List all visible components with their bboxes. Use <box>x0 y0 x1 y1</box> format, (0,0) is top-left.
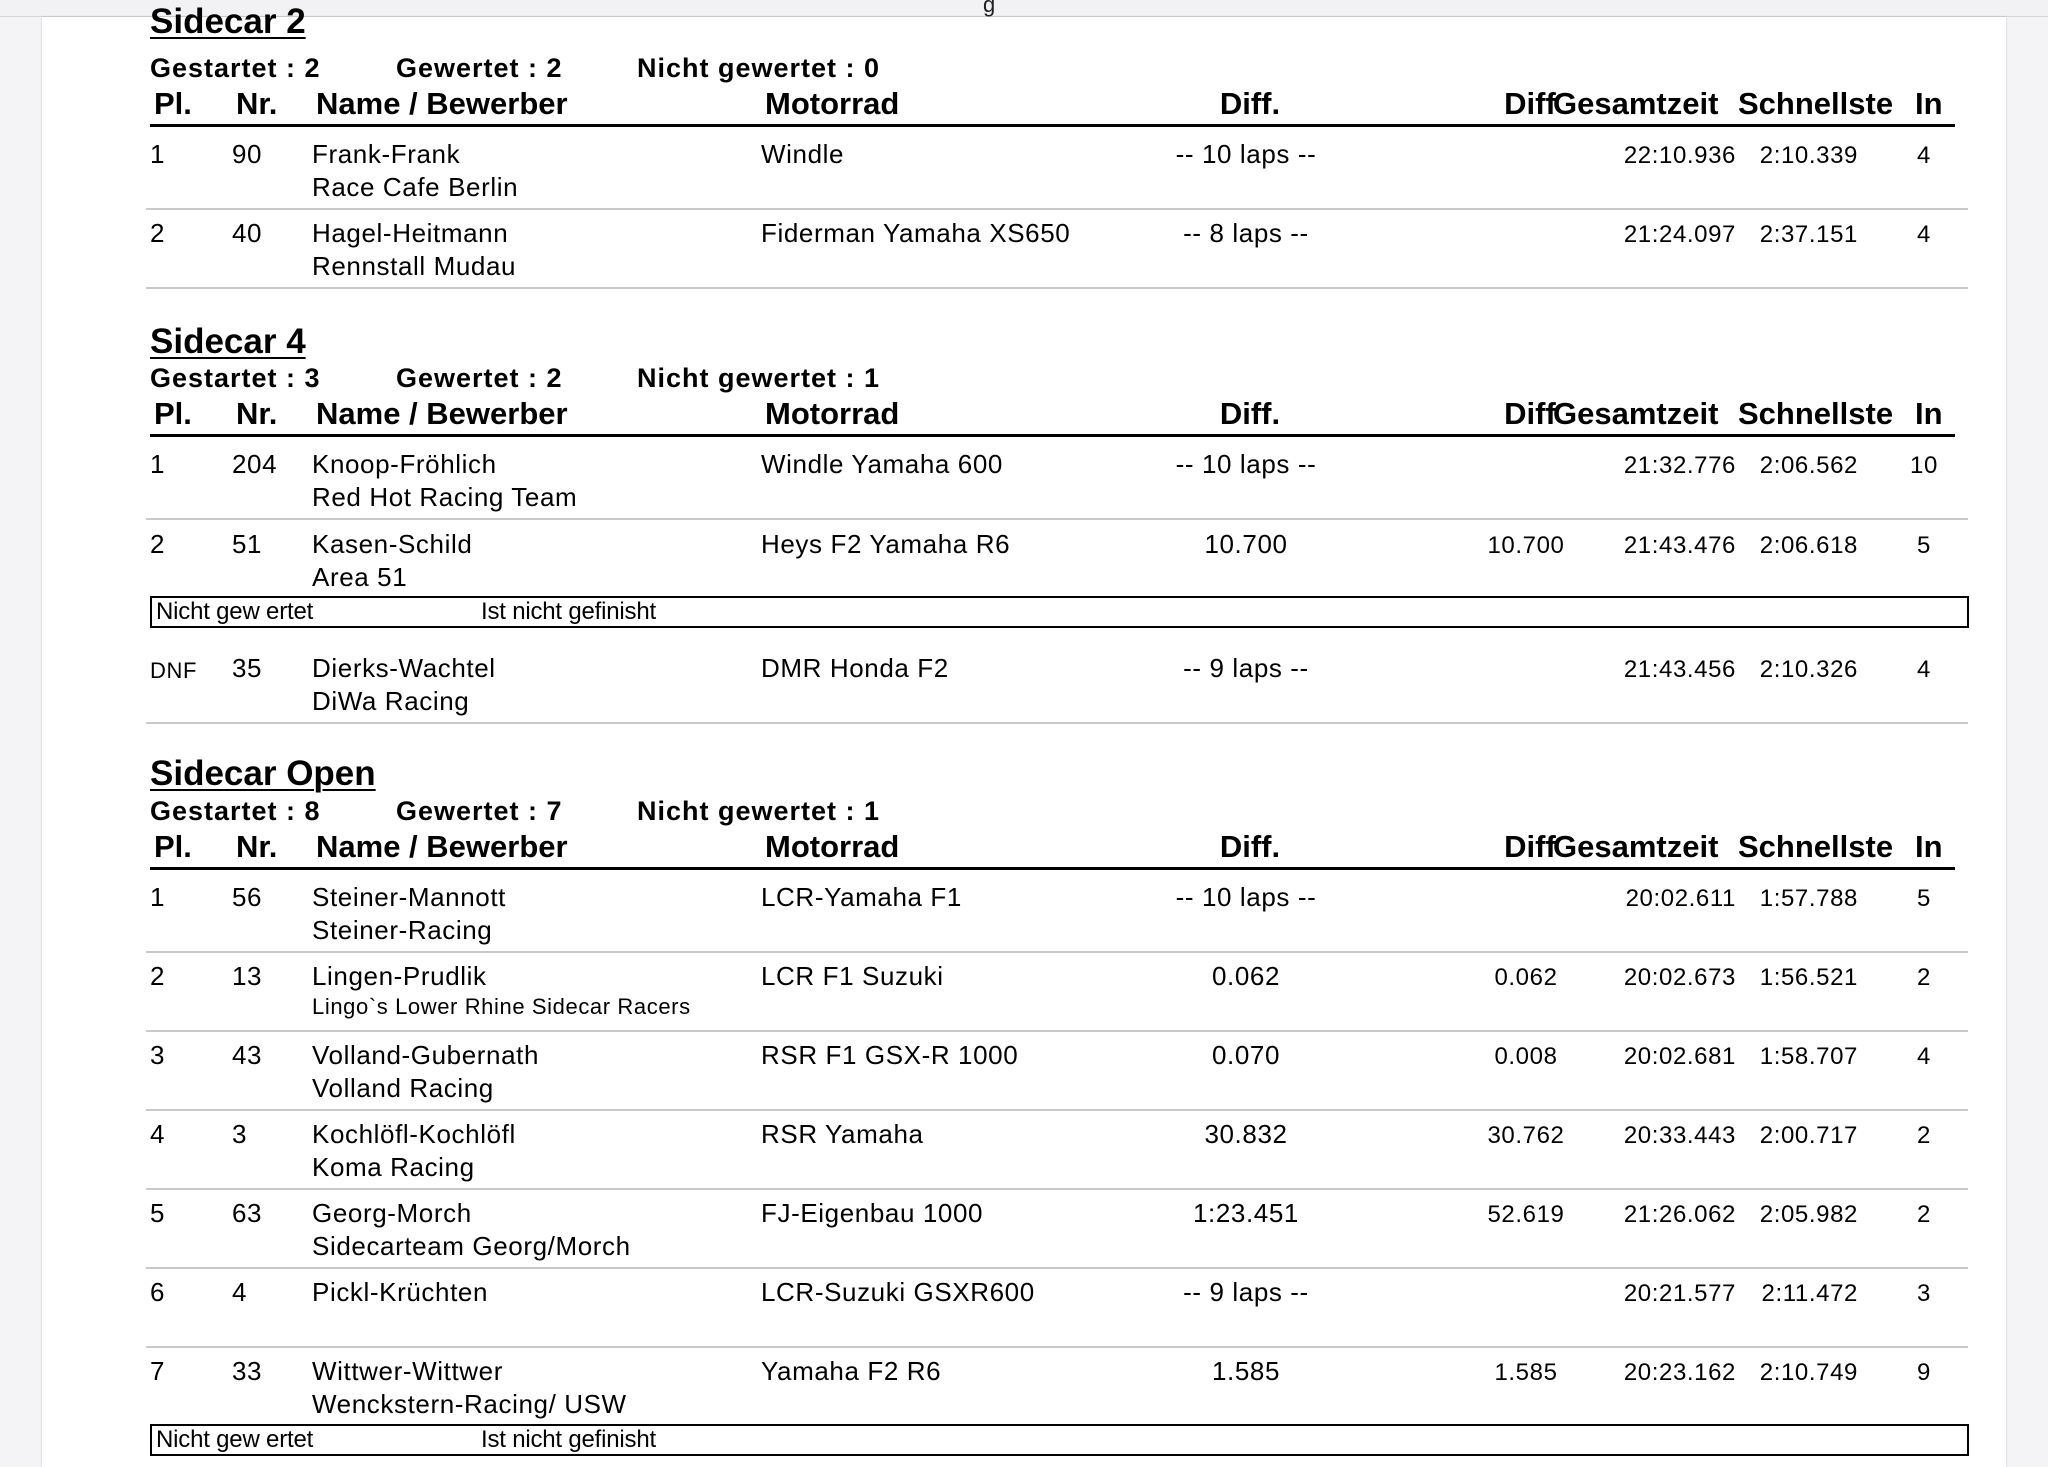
row-gesamtzeit: 21:32.776 <box>1623 452 1736 479</box>
row-motorrad: LCR-Suzuki GSXR600 <box>761 1277 1035 1307</box>
row-in: 4 <box>1917 221 1931 248</box>
row-diff-2: 0.008 <box>1494 1043 1558 1070</box>
row-in: 2 <box>1917 1201 1931 1228</box>
header-name: Name / Bewerber <box>316 829 568 864</box>
section-stats <box>150 363 1050 397</box>
row-in: 3 <box>1917 1280 1931 1307</box>
row-name: Kochlöfl-Kochlöfl <box>312 1119 516 1149</box>
top-bar-text: g <box>983 0 996 17</box>
row-in: 4 <box>1917 1043 1931 1070</box>
row-schnellste: 2:10.326 <box>1759 656 1858 683</box>
header-name: Name / Bewerber <box>316 396 568 431</box>
row-diff: 30.832 <box>1204 1119 1288 1149</box>
row-in: 4 <box>1917 142 1931 169</box>
stat-nicht-gewertet: Nicht gewertet : 1 <box>637 363 881 393</box>
stat-gewertet: Gewertet : 2 <box>396 363 563 393</box>
row-nr: 51 <box>232 529 263 559</box>
table-row <box>146 129 1968 210</box>
row-diff: -- 9 laps -- <box>1183 653 1309 683</box>
notice-label: Nicht gew ertet <box>156 598 314 625</box>
table-row <box>146 1267 1968 1348</box>
row-motorrad: Windle <box>761 139 845 169</box>
row-motorrad: LCR-Yamaha F1 <box>761 882 962 912</box>
row-pl: 4 <box>150 1119 166 1149</box>
stat-nicht-gewertet: Nicht gewertet : 0 <box>637 53 881 83</box>
row-name: Dierks-Wachtel <box>312 653 496 683</box>
row-team: Rennstall Mudau <box>312 251 517 281</box>
row-diff: 1:23.451 <box>1192 1198 1299 1228</box>
row-gesamtzeit: 22:10.936 <box>1623 142 1736 169</box>
row-nr: 40 <box>232 218 263 248</box>
viewer-top-bar <box>0 0 2048 17</box>
row-in: 9 <box>1917 1359 1931 1386</box>
header-nr: Nr. <box>236 86 278 121</box>
row-schnellste: 1:56.521 <box>1759 964 1858 991</box>
row-name: Frank-Frank <box>312 139 461 169</box>
row-nr: 56 <box>232 882 263 912</box>
stat-nicht-gewertet: Nicht gewertet : 1 <box>637 796 881 826</box>
row-team: Volland Racing <box>312 1073 494 1103</box>
section-title: Sidecar Open <box>150 754 376 793</box>
header-gesamtzeit: Gesamtzeit <box>1553 86 1719 121</box>
header-diff-2: Diff <box>1504 86 1556 121</box>
row-diff: -- 10 laps -- <box>1175 139 1317 169</box>
table-header <box>150 396 1955 437</box>
row-team: Sidecarteam Georg/Morch <box>312 1231 631 1261</box>
row-nr: 33 <box>232 1356 263 1386</box>
row-gesamtzeit: 21:43.476 <box>1623 532 1736 559</box>
row-gesamtzeit: 20:23.162 <box>1623 1359 1736 1386</box>
row-pl: 3 <box>150 1040 166 1070</box>
row-team: DiWa Racing <box>312 686 470 716</box>
header-diff-2: Diff <box>1504 396 1556 431</box>
row-team: Steiner-Racing <box>312 915 493 945</box>
header-in: In <box>1915 86 1943 121</box>
table-row <box>146 519 1968 598</box>
table-row <box>146 643 1968 724</box>
row-diff: -- 10 laps -- <box>1175 882 1317 912</box>
row-nr: 13 <box>232 961 263 991</box>
row-name: Georg-Morch <box>312 1198 472 1228</box>
row-pl: 1 <box>150 139 166 169</box>
row-motorrad: Windle Yamaha 600 <box>761 449 1003 479</box>
row-motorrad: RSR F1 GSX-R 1000 <box>761 1040 1019 1070</box>
row-nr: 63 <box>232 1198 263 1228</box>
row-name: Pickl-Krüchten <box>312 1277 489 1307</box>
table-row <box>146 208 1968 289</box>
row-diff-2: 0.062 <box>1494 964 1558 991</box>
row-motorrad: RSR Yamaha <box>761 1119 924 1149</box>
row-diff: -- 8 laps -- <box>1183 218 1309 248</box>
section-stats <box>150 53 1050 87</box>
row-team: Red Hot Racing Team <box>312 482 578 512</box>
row-name: Volland-Gubernath <box>312 1040 540 1070</box>
row-nr: 3 <box>232 1119 248 1149</box>
header-diff: Diff. <box>1219 86 1281 121</box>
table-row <box>146 1030 1968 1111</box>
row-motorrad: FJ-Eigenbau 1000 <box>761 1198 984 1228</box>
table-row <box>146 439 1968 520</box>
row-diff: 1.585 <box>1211 1356 1281 1386</box>
table-header <box>150 86 1955 127</box>
stat-gestartet: Gestartet : 3 <box>150 363 321 393</box>
stat-gewertet: Gewertet : 2 <box>396 53 563 83</box>
notice-reason: Ist nicht gefinisht <box>481 598 656 625</box>
header-pl: Pl. <box>154 396 192 431</box>
row-pl: 1 <box>150 882 166 912</box>
row-team: Race Cafe Berlin <box>312 172 519 202</box>
row-pl: 7 <box>150 1356 166 1386</box>
section-stats <box>150 796 1050 830</box>
row-schnellste: 2:37.151 <box>1759 221 1858 248</box>
header-motorrad: Motorrad <box>765 829 900 864</box>
row-pl: 6 <box>150 1277 166 1307</box>
row-diff-2: 30.762 <box>1487 1122 1565 1149</box>
notice-reason: Ist nicht gefinisht <box>481 1426 656 1453</box>
not-classified-banner <box>150 596 1969 628</box>
header-gesamtzeit: Gesamtzeit <box>1553 829 1719 864</box>
stat-gestartet: Gestartet : 2 <box>150 53 321 83</box>
header-gesamtzeit: Gesamtzeit <box>1553 396 1719 431</box>
header-pl: Pl. <box>154 86 192 121</box>
row-diff: 10.700 <box>1204 529 1288 559</box>
notice-label: Nicht gew ertet <box>156 1426 314 1453</box>
row-motorrad: LCR F1 Suzuki <box>761 961 944 991</box>
row-name: Wittwer-Wittwer <box>312 1356 503 1386</box>
header-motorrad: Motorrad <box>765 86 900 121</box>
table-row <box>146 872 1968 953</box>
row-motorrad: Heys F2 Yamaha R6 <box>761 529 1011 559</box>
row-schnellste: 2:11.472 <box>1761 1280 1858 1307</box>
row-schnellste: 2:10.749 <box>1759 1359 1858 1386</box>
row-in: 5 <box>1917 885 1931 912</box>
stat-gestartet: Gestartet : 8 <box>150 796 321 826</box>
row-gesamtzeit: 21:24.097 <box>1623 221 1736 248</box>
row-nr: 43 <box>232 1040 263 1070</box>
row-nr: 4 <box>232 1277 248 1307</box>
row-nr: 35 <box>232 653 263 683</box>
row-in: 5 <box>1917 532 1931 559</box>
row-pl: 5 <box>150 1198 166 1228</box>
row-team: Koma Racing <box>312 1152 475 1182</box>
row-motorrad: Fiderman Yamaha XS650 <box>761 218 1071 248</box>
header-diff: Diff. <box>1219 396 1281 431</box>
row-pl: DNF <box>150 658 198 683</box>
row-diff-2: 52.619 <box>1487 1201 1565 1228</box>
row-pl: 1 <box>150 449 166 479</box>
stat-gewertet: Gewertet : 7 <box>396 796 563 826</box>
row-gesamtzeit: 20:21.577 <box>1623 1280 1736 1307</box>
row-motorrad: DMR Honda F2 <box>761 653 949 683</box>
header-name: Name / Bewerber <box>316 86 568 121</box>
table-row <box>146 1109 1968 1190</box>
table-row <box>146 1346 1968 1425</box>
table-header <box>150 829 1955 870</box>
header-pl: Pl. <box>154 829 192 864</box>
row-gesamtzeit: 20:33.443 <box>1623 1122 1736 1149</box>
row-schnellste: 2:05.982 <box>1759 1201 1858 1228</box>
section-title: Sidecar 2 <box>150 2 306 41</box>
table-row <box>146 1188 1968 1269</box>
row-pl: 2 <box>150 961 166 991</box>
row-schnellste: 2:06.618 <box>1759 532 1858 559</box>
header-in: In <box>1915 396 1943 431</box>
results-page <box>42 2 2006 1467</box>
section-title: Sidecar 4 <box>150 322 306 361</box>
row-diff-2: 1.585 <box>1494 1359 1558 1386</box>
row-gesamtzeit: 21:26.062 <box>1623 1201 1736 1228</box>
row-schnellste: 2:00.717 <box>1759 1122 1858 1149</box>
header-diff-2: Diff <box>1504 829 1556 864</box>
row-schnellste: 1:58.707 <box>1759 1043 1858 1070</box>
row-name: Steiner-Mannott <box>312 882 506 912</box>
row-in: 2 <box>1917 964 1931 991</box>
row-in: 10 <box>1910 452 1938 479</box>
row-gesamtzeit: 21:43.456 <box>1623 656 1736 683</box>
row-nr: 90 <box>232 139 263 169</box>
not-classified-banner <box>150 1424 1969 1456</box>
row-schnellste: 2:06.562 <box>1759 452 1858 479</box>
row-motorrad: Yamaha F2 R6 <box>761 1356 942 1386</box>
header-schnellste: Schnellste <box>1738 86 1894 121</box>
header-nr: Nr. <box>236 396 278 431</box>
row-in: 2 <box>1917 1122 1931 1149</box>
header-schnellste: Schnellste <box>1738 829 1894 864</box>
row-schnellste: 2:10.339 <box>1759 142 1858 169</box>
row-name: Knoop-Fröhlich <box>312 449 497 479</box>
row-schnellste: 1:57.788 <box>1759 885 1858 912</box>
table-row <box>146 951 1968 1032</box>
row-pl: 2 <box>150 529 166 559</box>
row-diff: -- 10 laps -- <box>1175 449 1317 479</box>
row-gesamtzeit: 20:02.611 <box>1625 885 1736 912</box>
row-pl: 2 <box>150 218 166 248</box>
header-in: In <box>1915 829 1943 864</box>
row-in: 4 <box>1917 656 1931 683</box>
row-name: Hagel-Heitmann <box>312 218 509 248</box>
row-team: Area 51 <box>312 562 408 592</box>
row-nr: 204 <box>232 449 278 479</box>
row-diff: 0.062 <box>1211 961 1281 991</box>
row-name: Kasen-Schild <box>312 529 473 559</box>
row-team: Wenckstern-Racing/ USW <box>312 1389 627 1419</box>
row-diff-2: 10.700 <box>1487 532 1565 559</box>
row-team: Lingo`s Lower Rhine Sidecar Racers <box>312 994 691 1019</box>
row-diff: 0.070 <box>1211 1040 1281 1070</box>
row-name: Lingen-Prudlik <box>312 961 487 991</box>
row-diff: -- 9 laps -- <box>1183 1277 1309 1307</box>
header-schnellste: Schnellste <box>1738 396 1894 431</box>
header-motorrad: Motorrad <box>765 396 900 431</box>
header-nr: Nr. <box>236 829 278 864</box>
row-gesamtzeit: 20:02.681 <box>1623 1043 1736 1070</box>
row-gesamtzeit: 20:02.673 <box>1623 964 1736 991</box>
header-diff: Diff. <box>1219 829 1281 864</box>
